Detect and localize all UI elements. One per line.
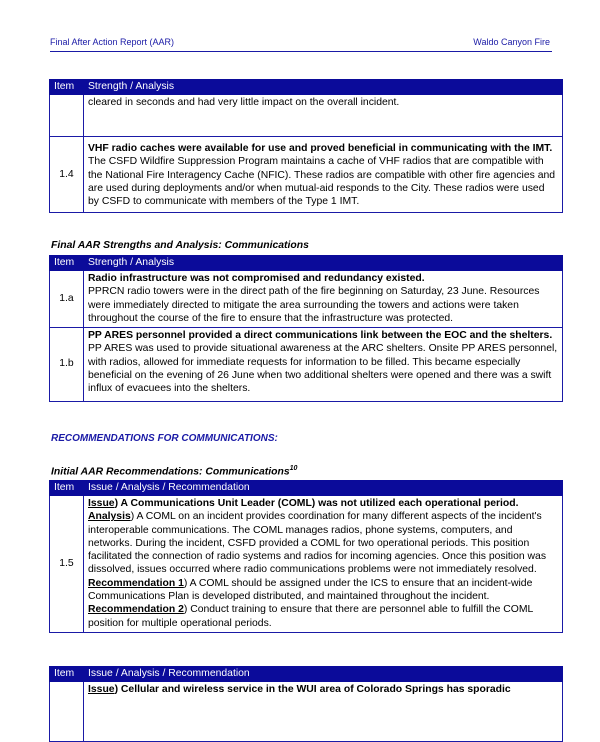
col-item-header: Item [50,80,84,95]
fire-name: Waldo Canyon Fire [473,37,550,47]
issue-paragraph [88,497,558,510]
section-title-recommendations [51,465,297,477]
row-title: PP ARES personnel provided a direct communications link between the EOC and the shelters. [88,330,553,342]
item-number [50,682,84,742]
table-row [50,328,563,401]
recommendation-1-paragraph [88,577,558,604]
row-content [84,137,563,213]
col-item-header: Item [50,667,84,682]
col-text-header: Strength / Analysis [84,256,563,271]
item-number: 1.b [50,328,84,401]
table-row [50,271,563,328]
issue-text: ) A Communications Unit Leader (COML) was not utilized each operational period. [114,498,519,509]
section-title-text: Initial AAR Recommendations: Communications [51,466,290,478]
recommendation-2-text: ) Conduct training to ensure that there are personnel able to fulfill the COML position for multiple operational periods. [88,604,533,629]
row-content [84,271,563,328]
col-item-header: Item [50,256,84,271]
section-title-communications: Final AAR Strengths and Analysis: Communications [51,240,309,251]
table-row [50,682,563,742]
issue-label: Issue [88,684,115,695]
row-text: PP ARES was used to provide situational awareness at the ARC shelters. Onsite PP ARES personnel, with radios, allowed for immediate requests for information to be filled. This became especially beneficial on the evening of 26 June when two additional shelters were opened and there was a swift influx of evacuees into the shelters. [88,343,558,395]
col-text-header: Issue / Analysis / Recommendation [84,667,563,682]
issue-label: Issue [88,498,115,509]
row-content [84,496,563,633]
row-content [84,328,563,401]
recommendation-2-paragraph [88,603,558,630]
item-number: 1.a [50,271,84,328]
table-header-row [50,667,563,682]
recommendation-1-text: ) A COML should be assigned under the ICS to ensure that an incident-wide Communications Plan is developed distributed, and maintained throughout the incident. [88,577,533,603]
table-row [50,137,563,213]
recommendation-2-label: Recommendation 2 [88,604,184,616]
item-number: 1.5 [50,496,84,633]
row-text: cleared in seconds and had very little impact on the overall incident. [84,95,563,137]
footnote-marker: 10 [289,465,298,472]
row-title: Radio infrastructure was not compromised and redundancy existed. [88,273,425,284]
item-number: 1.4 [50,137,84,213]
col-text-header: Issue / Analysis / Recommendation [84,481,563,496]
header-rule [50,51,552,52]
strengths-table-continued [49,79,563,213]
table-header-row [50,256,563,271]
row-text: The CSFD Wildfire Suppression Program maintains a cache of VHF radios that are compatible with the National Fire Interagency Cache (NFIC). These radios are compatible with other fire agencies and are used during deployments and/or when mutual-aid responds to the City. These radios were used by CSFD to communicate with members of the Type 1 IMT. [88,156,556,208]
analysis-label: Analysis [88,511,131,523]
table-header-row [50,481,563,496]
recommendation-1-label: Recommendation 1 [88,577,184,589]
table-row [50,496,563,633]
table-row [50,95,563,137]
issue-text: ) Cellular and wireless service in the WUI area of Colorado Springs has sporadic [114,684,511,695]
row-content [84,682,563,742]
table-header-row [50,80,563,95]
analysis-paragraph [88,510,558,576]
report-title: Final After Action Report (AAR) [50,37,175,47]
col-text-header: Strength / Analysis [84,80,563,95]
row-text: PPRCN radio towers were in the direct path of the fire beginning on Saturday, 23 June. Resources were immediately directed to mitigate the area surrounding the towers and actions were taken throughout the course of the fire to ensure that the infrastructure was protected. [88,286,540,324]
col-item-header: Item [50,481,84,496]
recommendations-table [49,480,563,633]
recommendations-heading: RECOMMENDATIONS FOR COMMUNICATIONS: [51,433,278,444]
analysis-text: ) A COML on an incident provides coordination for many different aspects of the incident's interoperable communications. The COML manages radios, phone systems, computers, and networks. During the incident, CSFD provided a COML for two operational periods. This position facilitated the connection of radio systems and radios for incoming agencies. Once this position was dissolved, issues occurred where radio communications problems were not immediately resolved. [88,511,547,576]
recommendations-table-next [49,666,563,742]
item-number [50,95,84,137]
row-title: VHF radio caches were available for use and proved beneficial in communicating with the IMT. [88,143,553,154]
communications-strengths-table [49,255,563,402]
issue-paragraph [88,683,558,696]
